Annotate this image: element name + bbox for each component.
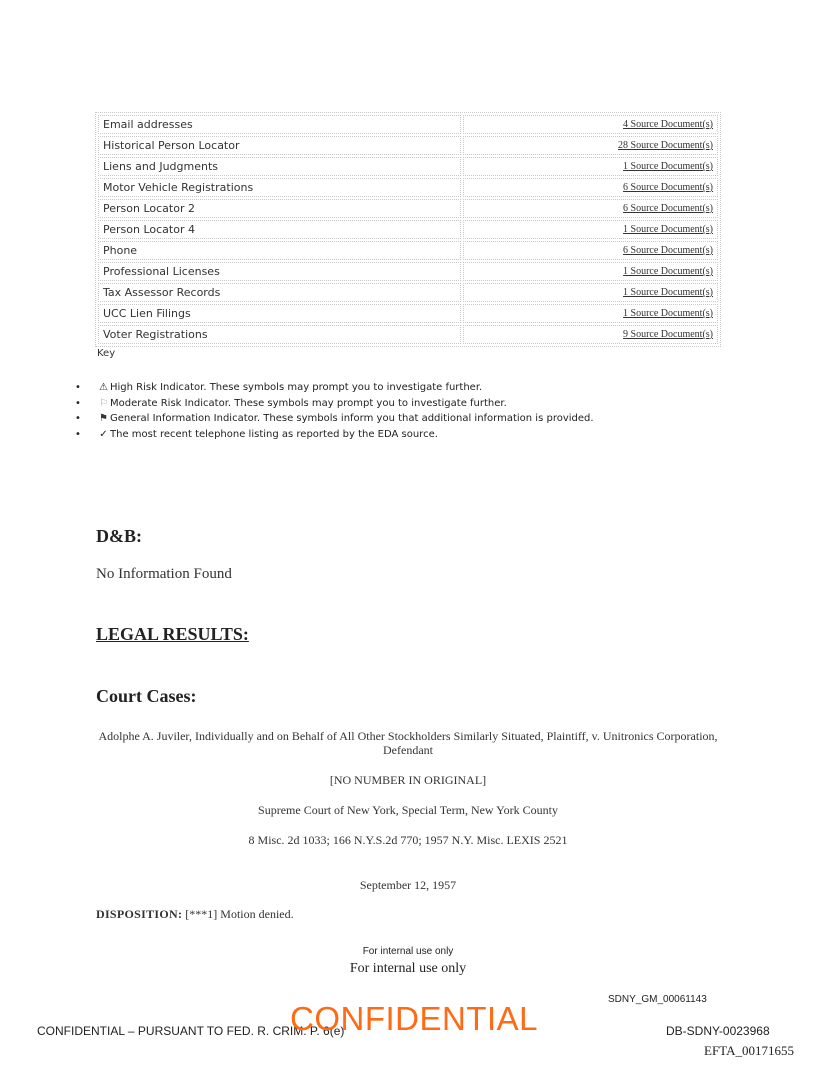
bullet-icon: • [75,428,81,440]
source-documents-link[interactable]: 1 Source Document(s) [623,287,713,298]
category-cell: Tax Assessor Records [98,283,461,302]
source-documents-link[interactable]: 4 Source Document(s) [623,119,713,130]
source-cell [463,157,718,176]
key-list [75,380,594,442]
court-cases-heading: Court Cases: [96,686,197,706]
source-cell [463,199,718,218]
source-cell [463,262,718,281]
bates-number-db: DB-SDNY-0023968 [666,1024,770,1038]
category-cell: UCC Lien Filings [98,304,461,323]
bullet-icon: • [75,397,81,409]
case-number: [NO NUMBER IN ORIGINAL] [329,773,487,787]
case-court: Supreme Court of New York, Special Term, New York County [258,803,558,817]
table-row [98,304,718,323]
key-item-text: Moderate Risk Indicator. These symbols may prompt you to investigate further. [110,397,507,409]
source-documents-link[interactable]: 1 Source Document(s) [623,308,713,319]
source-documents-link[interactable]: 28 Source Document(s) [618,140,713,151]
source-documents-link[interactable]: 6 Source Document(s) [623,203,713,214]
source-documents-link[interactable]: 1 Source Document(s) [623,161,713,172]
key-list-item [75,427,594,443]
category-cell: Person Locator 4 [98,220,461,239]
table-row [98,283,718,302]
case-disposition [96,907,294,922]
category-cell: Voter Registrations [98,325,461,344]
source-documents-table [95,112,721,347]
confidential-notice: CONFIDENTIAL – PURSUANT TO FED. R. CRIM. P. 6(e) [37,1024,345,1038]
case-title: Adolphe A. Juviler, Individually and on Behalf of All Other Stockholders Similarly Situated, Plaintiff, v. Unitronics Corporation, Defendant [98,729,718,757]
table-row [98,157,718,176]
key-label: Key [97,348,116,359]
table-row [98,325,718,344]
category-cell: Liens and Judgments [98,157,461,176]
source-cell [463,115,718,134]
source-cell [463,325,718,344]
source-cell [463,178,718,197]
category-cell: Motor Vehicle Registrations [98,178,461,197]
source-documents-link[interactable]: 1 Source Document(s) [623,224,713,235]
bullet-icon: • [75,413,81,424]
category-cell: Historical Person Locator [98,136,461,155]
case-date: September 12, 1957 [359,878,457,892]
source-documents-table-body [98,115,718,344]
source-documents-link[interactable]: 6 Source Document(s) [623,245,713,256]
source-documents-link[interactable]: 6 Source Document(s) [623,182,713,193]
case-citation: 8 Misc. 2d 1033; 166 N.Y.S.2d 770; 1957 N.Y. Misc. LEXIS 2521 [248,833,568,847]
checkmark-icon: ✓ [99,428,108,440]
table-row [98,241,718,260]
high-risk-icon: ⚠ [99,382,108,393]
category-cell: Email addresses [98,115,461,134]
key-item-text: The most recent telephone listing as reported by the EDA source. [110,428,438,440]
confidential-stamp: CONFIDENTIAL [290,1000,539,1037]
source-cell [463,304,718,323]
table-row [98,178,718,197]
internal-use-notice: For internal use only [349,961,467,976]
efta-number: EFTA_00171655 [704,1043,794,1058]
table-row [98,220,718,239]
source-documents-link[interactable]: 9 Source Document(s) [623,329,713,340]
disposition-label: DISPOSITION: [96,907,183,921]
source-cell [463,136,718,155]
table-row [98,199,718,218]
moderate-risk-icon: ⚐ [99,397,108,409]
general-info-icon: ⚑ [99,413,108,424]
key-list-item [75,396,594,412]
table-row [98,262,718,281]
bullet-icon: • [75,382,81,393]
table-row [98,136,718,155]
key-list-item [75,411,594,427]
table-row [98,115,718,134]
category-cell: Professional Licenses [98,262,461,281]
source-cell [463,241,718,260]
source-cell [463,220,718,239]
dnb-heading: D&B: [96,526,142,546]
category-cell: Phone [98,241,461,260]
dnb-no-information: No Information Found [96,566,232,582]
legal-results-heading: LEGAL RESULTS: [96,624,249,644]
internal-use-notice-small: For internal use only [362,946,454,957]
key-list-item [75,380,594,396]
source-documents-link[interactable]: 1 Source Document(s) [623,266,713,277]
category-cell: Person Locator 2 [98,199,461,218]
source-cell [463,283,718,302]
bates-number-sdny-gm: SDNY_GM_00061143 [608,994,707,1005]
disposition-text: [***1] Motion denied. [185,907,294,921]
key-item-text: General Information Indicator. These symbols inform you that additional information is provided. [110,413,594,424]
key-item-text: High Risk Indicator. These symbols may prompt you to investigate further. [110,382,483,393]
